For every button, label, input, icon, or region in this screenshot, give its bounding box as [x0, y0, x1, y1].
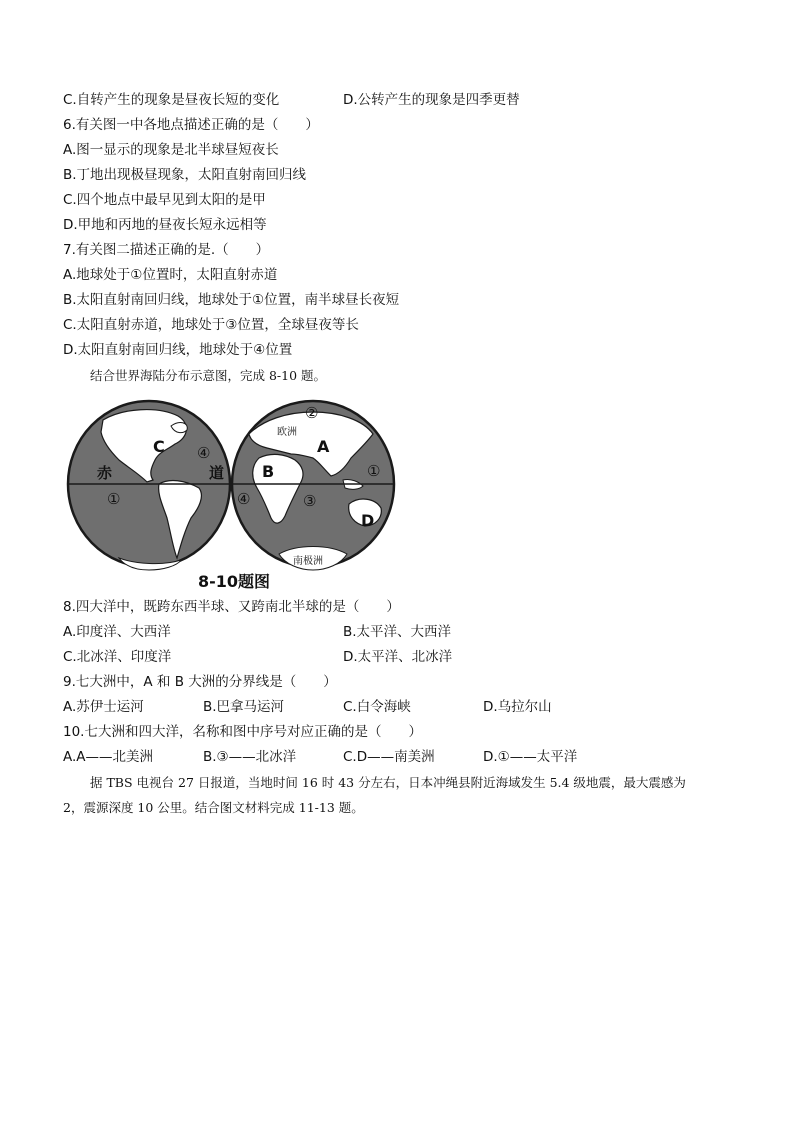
q8-option-d: D.太平洋、北冰洋	[343, 649, 453, 665]
q7-option-b: B.太阳直射南回归线，地球处于①位置，南半球昼长夜短	[63, 292, 400, 308]
q5-option-c: C.自转产生的现象是昼夜长短的变化	[63, 92, 280, 108]
q6-option-a: A.图一显示的现象是北半球昼短夜长	[63, 142, 279, 158]
q10-option-d: D.①——太平洋	[483, 749, 578, 765]
q8-option-b: B.太平洋、大西洋	[343, 624, 452, 640]
intro-11-13-line2: 2，震源深度 10 公里。结合图文材料完成 11-13 题。	[63, 800, 364, 815]
map-label-ocean-1-west: ①	[107, 490, 121, 508]
q8-option-c: C.北冰洋、印度洋	[63, 649, 172, 665]
map-label-equator-dao: 道	[209, 464, 225, 482]
map-label-ocean-2: ②	[305, 404, 319, 422]
q9-option-c: C.白令海峡	[343, 699, 411, 715]
q10-option-a: A.A——北美洲	[63, 749, 154, 765]
q9-option-a: A.苏伊士运河	[63, 699, 144, 715]
q8-stem: 8.四大洋中，既跨东西半球、又跨南北半球的是（ ）	[63, 599, 400, 615]
eastern-hemisphere	[232, 401, 394, 570]
figure-caption: 8-10题图	[198, 572, 271, 591]
map-label-ocean-3: ③	[303, 492, 317, 510]
q6-option-b: B.丁地出现极昼现象，太阳直射南回归线	[63, 167, 307, 183]
q9-option-b: B.巴拿马运河	[203, 699, 285, 715]
map-label-ocean-1-east: ①	[367, 462, 381, 480]
intro-8-10: 结合世界海陆分布示意图，完成 8-10 题。	[90, 368, 327, 383]
q7-option-c: C.太阳直射赤道，地球处于③位置，全球昼夜等长	[63, 317, 359, 333]
q6-stem: 6.有关图一中各地点描述正确的是（ ）	[63, 117, 319, 133]
q7-option-a: A.地球处于①位置时，太阳直射赤道	[63, 267, 278, 283]
map-label-europe: 欧洲	[277, 427, 297, 438]
q7-option-d: D.太阳直射南回归线，地球处于④位置	[63, 342, 293, 358]
q7-stem: 7.有关图二描述正确的是.（ ）	[63, 242, 270, 258]
q6-option-d: D.甲地和丙地的昼夜长短永远相等	[63, 217, 267, 233]
map-label-antarctica: 南极洲	[293, 556, 323, 567]
intro-11-13-line1: 据 TBS 电视台 27 日报道，当地时间 16 时 43 分左右，日本冲绳县附近海域发生 5.4 级地震，最大震感为	[90, 775, 686, 790]
q10-option-c: C.D——南美洲	[343, 749, 435, 765]
q5-option-d: D.公转产生的现象是四季更替	[343, 92, 520, 108]
q10-stem: 10.七大洲和四大洋，名称和图中序号对应正确的是（ ）	[63, 724, 422, 740]
map-label-ocean-4-east: ④	[237, 490, 251, 508]
world-map	[63, 398, 397, 573]
world-map-figure	[63, 398, 397, 598]
map-label-ocean-4-west: ④	[197, 444, 211, 462]
map-label-b: B	[262, 462, 275, 481]
q9-stem: 9.七大洲中，A 和 B 大洲的分界线是（ ）	[63, 674, 337, 690]
q6-option-c: C.四个地点中最早见到太阳的是甲	[63, 192, 266, 208]
q9-option-d: D.乌拉尔山	[483, 699, 552, 715]
western-hemisphere	[68, 401, 230, 570]
q8-option-a: A.印度洋、大西洋	[63, 624, 171, 640]
map-label-d: D	[361, 511, 375, 530]
map-label-a: A	[317, 437, 330, 456]
q10-option-b: B.③——北冰洋	[203, 749, 297, 765]
map-label-c: C	[153, 437, 165, 456]
map-label-equator-chi: 赤	[97, 464, 113, 482]
